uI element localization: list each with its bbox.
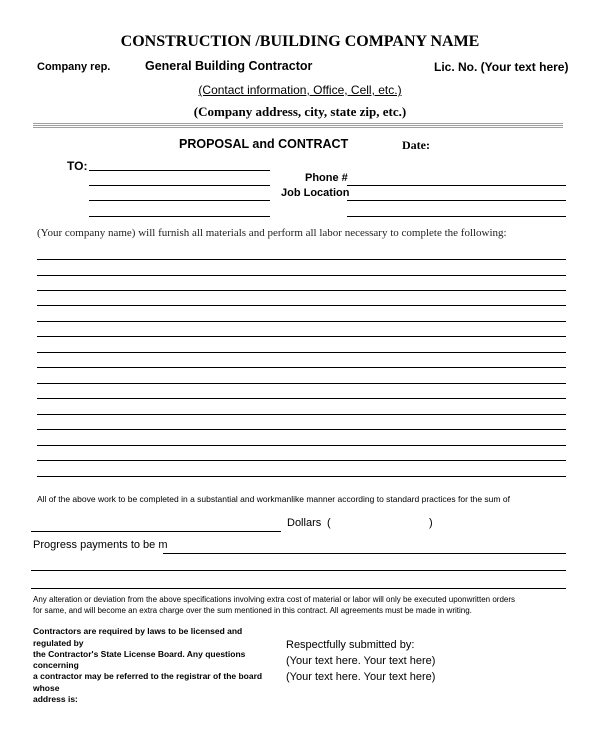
company-name: CONSTRUCTION /BUILDING COMPANY NAME: [120, 33, 480, 50]
completion-statement: All of the above work to be completed in a substantial and workmanlike manner according to standard practices for the sum of: [37, 494, 510, 504]
company-address: (Company address, city, state zip, etc.): [193, 104, 407, 119]
submitted-by-label: Respectfully submitted by:: [286, 639, 415, 651]
work-description-line[interactable]: [37, 352, 566, 353]
work-description-line[interactable]: [37, 383, 566, 384]
work-description-line[interactable]: [37, 336, 566, 337]
company-rep-label: Company rep.: [37, 61, 111, 73]
license-notice-line: a contractor may be referred to the registrar of the board: [33, 671, 263, 681]
to-field-line[interactable]: [89, 170, 270, 171]
license-notice-line: the Contractor's State License Board. Any questions: [33, 649, 246, 659]
progress-payments-label: Progress payments to be m: [33, 539, 168, 551]
license-notice-line: whose: [33, 683, 60, 693]
phone-field-line[interactable]: [347, 185, 566, 186]
job-location-field-line[interactable]: [347, 216, 566, 217]
furnish-statement: (Your company name) will furnish all materials and perform all labor necessary to complete the following:: [37, 227, 507, 239]
to-field-line[interactable]: [89, 200, 270, 201]
license-notice-line: regulated by: [33, 638, 84, 648]
submitter-text: (Your text here. Your text here): [286, 671, 436, 683]
proposal-title: PROPOSAL and CONTRACT: [179, 137, 349, 151]
work-description-line[interactable]: [37, 290, 566, 291]
alteration-notice-line: for same, and will become an extra charge over the sum mentioned in this contract. All agreements must be made in writing.: [33, 606, 472, 615]
header-divider: [33, 123, 563, 124]
progress-payments-line[interactable]: [163, 553, 566, 554]
work-description-line[interactable]: [37, 398, 566, 399]
to-label: TO:: [67, 159, 88, 173]
contact-info: (Contact information, Office, Cell, etc.): [198, 83, 402, 97]
contractor-title: General Building Contractor: [145, 59, 313, 73]
progress-payments-line[interactable]: [31, 570, 566, 571]
header-divider: [33, 125, 563, 126]
to-field-line[interactable]: [89, 216, 270, 217]
license-number: Lic. No. (Your text here): [434, 60, 569, 74]
work-description-line[interactable]: [37, 460, 566, 461]
work-description-line[interactable]: [37, 445, 566, 446]
alteration-notice-line: Any alteration or deviation from the above specifications involving extra cost of material or labor will only be executed uponwritten orders: [33, 595, 516, 604]
job-location-field-line[interactable]: [347, 200, 566, 201]
work-description-line[interactable]: [37, 476, 566, 477]
license-notice-line: address is:: [33, 694, 78, 704]
work-description-line[interactable]: [37, 367, 566, 368]
phone-label: Phone #: [305, 172, 348, 184]
work-description-line[interactable]: [37, 259, 566, 260]
submitter-text: (Your text here. Your text here): [286, 655, 436, 667]
work-description-line[interactable]: [37, 429, 566, 430]
dollars-open-paren: (: [327, 517, 331, 529]
date-label: Date:: [402, 138, 430, 152]
job-location-label: Job Location: [281, 187, 350, 199]
work-description-line[interactable]: [37, 321, 566, 322]
work-description-line[interactable]: [37, 275, 566, 276]
work-description-line[interactable]: [37, 305, 566, 306]
sum-words-line[interactable]: [31, 531, 281, 532]
to-field-line[interactable]: [89, 185, 270, 186]
header-divider: [33, 127, 563, 128]
license-notice-line: concerning: [33, 660, 79, 670]
work-description-line[interactable]: [37, 414, 566, 415]
dollars-close-paren: ): [429, 517, 433, 529]
progress-payments-line[interactable]: [31, 588, 566, 589]
license-notice-line: Contractors are required by laws to be licensed and: [33, 626, 243, 636]
dollars-label: Dollars: [287, 517, 322, 529]
